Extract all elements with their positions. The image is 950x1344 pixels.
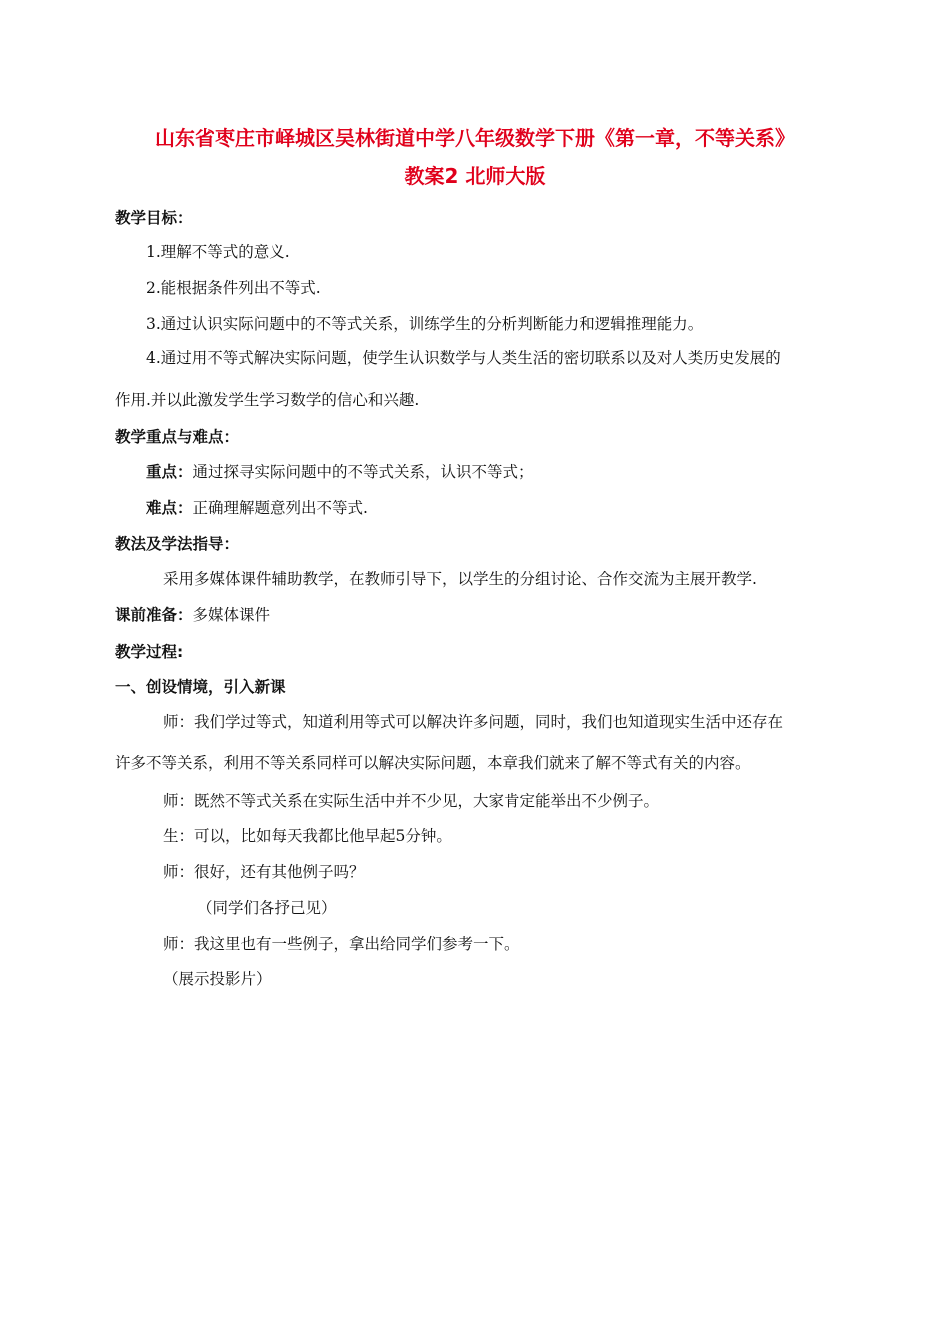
objective-item-2: 2.能根据条件列出不等式.	[146, 279, 321, 297]
objective-item-4-continuation: 作用.并以此激发学生学习数学的信心和兴趣.	[115, 391, 420, 409]
paragraph-5: （同学们各抒己见）	[197, 899, 337, 917]
focus-label: 重点：	[146, 463, 193, 481]
paragraph-6: 师：我这里也有一些例子，拿出给同学们参考一下。	[163, 935, 520, 953]
focus-line	[146, 460, 534, 482]
objective-item-3: 3.通过认识实际问题中的不等式关系，训练学生的分析判断能力和逻辑推理能力。	[146, 315, 704, 333]
paragraph-1-line-2: 许多不等关系，利用不等关系同样可以解决实际问题，本章我们就来了解不等式有关的内容。	[115, 754, 751, 772]
difficulty-text: 正确理解题意列出不等式.	[192, 499, 368, 517]
methods-text: 采用多媒体课件辅助教学，在教师引导下，以学生的分组讨论、合作交流为主展开教学.	[163, 570, 757, 588]
paragraph-2: 师：既然不等式关系在实际生活中并不少见，大家肯定能举出不少例子。	[163, 792, 660, 810]
paragraph-7: （展示投影片）	[163, 970, 272, 988]
paragraph-1-line-1: 师：我们学过等式，知道利用等式可以解决许多问题，同时，我们也知道现实生活中还存在	[163, 713, 784, 731]
paragraph-4: 师：很好，还有其他例子吗？	[163, 863, 365, 881]
preparation-line	[115, 603, 270, 625]
paragraph-3: 生：可以，比如每天我都比他早起5分钟。	[163, 827, 452, 845]
objective-item-1: 1.理解不等式的意义.	[146, 243, 290, 261]
document-title-line2: 教案2 北师大版	[404, 164, 546, 188]
process-heading: 教学过程:	[115, 643, 184, 661]
document-title-line1: 山东省枣庄市峄城区吴林街道中学八年级数学下册《第一章，不等关系》	[155, 126, 795, 150]
difficulty-line	[146, 496, 368, 518]
objectives-heading: 教学目标：	[115, 209, 193, 227]
objective-item-4: 4.通过用不等式解决实际问题，使学生认识数学与人类生活的密切联系以及对人类历史发展的	[146, 349, 781, 367]
preparation-label: 课前准备：	[115, 606, 193, 624]
methods-heading: 教法及学法指导：	[115, 535, 240, 553]
preparation-text: 多媒体课件	[192, 606, 271, 624]
section-1-heading: 一、创设情境，引入新课	[115, 678, 286, 696]
focus-text: 通过探寻实际问题中的不等式关系，认识不等式；	[192, 463, 534, 481]
key-points-heading: 教学重点与难点：	[115, 428, 240, 446]
difficulty-label: 难点：	[146, 499, 193, 517]
